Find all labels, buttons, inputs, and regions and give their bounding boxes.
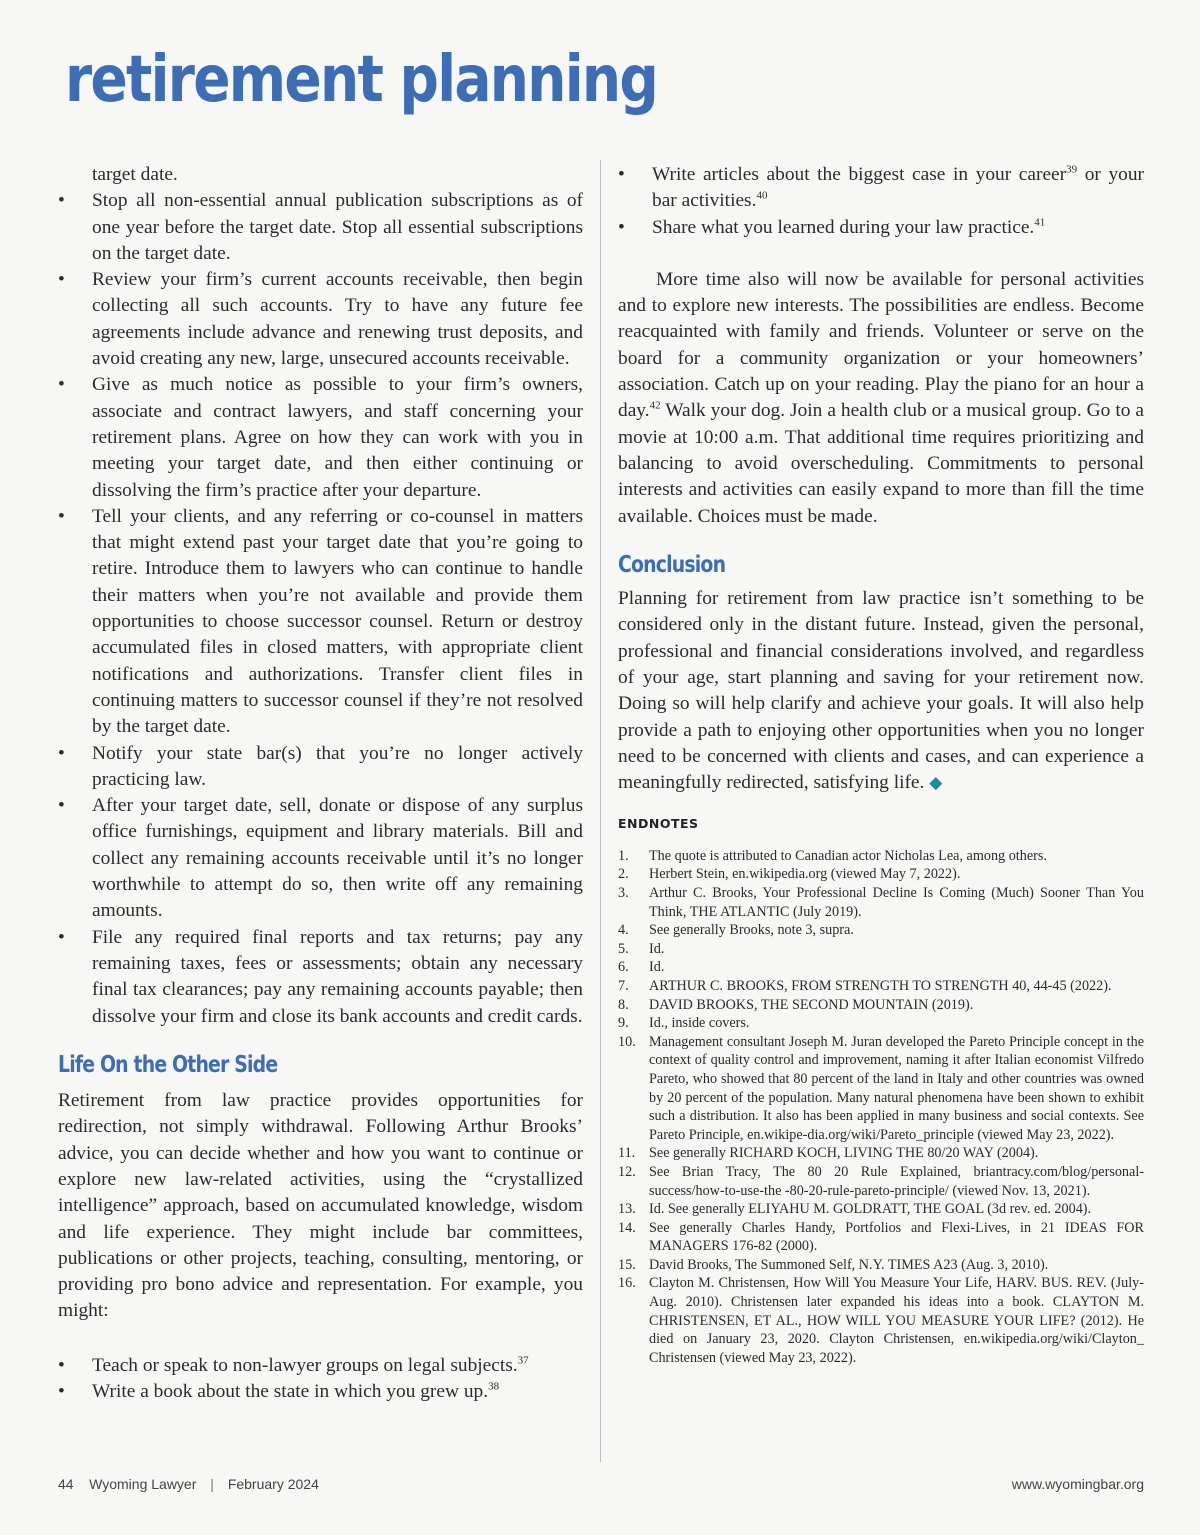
endnotes-heading: ENDNOTES (618, 815, 699, 831)
endnote-item (618, 1200, 1144, 1219)
bullet-item: • File any required final reports and tax returns; pay any remaining taxes, fees or assessments; obtain any necessary final tax clearances; pay any remaining accounts payable; then dissolve your firm and close its bank accounts and credit cards. (58, 925, 583, 1030)
section-paragraph: Retirement from law practice provides opportunities for redirection, not simply withdrawal. Following Arthur Brooks’ advice, you can decide whether and how you want to continue or explore new law-related activities, using the “crystallized intelligence” approach, based on accumulated knowledge, wisdom and life experience. They might include bar committees, publications or other projects, teaching, consulting, mentoring, or providing pro bono advice and representation. For example, you might: (58, 1090, 583, 1322)
left-column (58, 162, 583, 1405)
endnote-number: 11. (618, 1145, 636, 1162)
endnote-number: 10. (618, 1033, 636, 1050)
footer-left (58, 1476, 319, 1492)
endnote-text: Clayton M. Christensen, How Will You Measure Your Life, HARV. BUS. REV. (July-Aug. 2010). Christensen later expanded his ideas into a book. CLAYTON M. CHRISTENSEN, ET AL., HOW WILL YOU MEASURE YOUR LIFE? (2012). He died on January 23, 2020. Clayton Christensen, en.wikipedia.org/wiki/Clayton_ Christensen (viewed May 23, 2022). (649, 1275, 1144, 1366)
column-divider (600, 160, 601, 1462)
right-bullets (618, 162, 1144, 241)
continued-bullet-text: target date. (92, 164, 178, 185)
endnote-number: 5. (618, 940, 629, 957)
website-link[interactable]: www.wyomingbar.org (1011, 1476, 1144, 1492)
bullet-item (618, 215, 1144, 241)
right-column (618, 162, 1144, 1367)
bullet-item: • Give as much notice as possible to your firm’s owners, associate and contract lawyers, and staff concerning your retirement plans. Agree on how they can work with you in meeting your target date, and then either continuing or dissolving the firm’s practice after your departure. (58, 372, 583, 503)
endnote-number: 7. (618, 977, 629, 994)
issue-date: February 2024 (227, 1476, 319, 1492)
endnote-item (618, 847, 1144, 866)
endnote-number: 1. (618, 847, 629, 864)
footer-separator: | (210, 1476, 214, 1492)
endnote-item (618, 940, 1144, 959)
endnote-text: The quote is attributed to Canadian actor Nicholas Lea, among others. (649, 847, 1047, 864)
footnote-ref: 38 (488, 1380, 500, 1393)
page-header-title: retirement planning (65, 43, 658, 117)
endnote-number: 3. (618, 885, 629, 902)
bullet-item: • Notify your state bar(s) that you’re no longer actively practicing law. (58, 741, 583, 794)
endnote-number: 2. (618, 866, 629, 883)
paragraph-text: Walk your dog. Join a health club or a musical group. Go to a movie at 10:00 a.m. That additional time requires prioritizing and balancing to avoid overscheduling. Commitments to personal interests and activities can easily expand to more than fill the time available. Choices must be made. (618, 400, 1144, 527)
endnote-item (618, 884, 1144, 921)
example-bullets (58, 1353, 583, 1406)
footnote-ref: 37 (517, 1354, 529, 1367)
endnote-item (618, 865, 1144, 884)
endnote-text: See generally RICHARD KOCH, LIVING THE 80/20 WAY (2004). (649, 1145, 1039, 1162)
bullet-item: • After your target date, sell, donate or dispose of any surplus office furnishings, equipment and library materials. Bill and collect any remaining accounts receivable until it’s no longer worthwhile to attempt do so, then write off any remaining amounts. (58, 793, 583, 924)
end-mark-icon: ◆ (929, 773, 943, 793)
endnote-number: 8. (618, 996, 629, 1013)
endnote-item (618, 977, 1144, 996)
endnote-text: Id. See generally ELIYAHU M. GOLDRATT, THE GOAL (3d rev. ed. 2004). (649, 1201, 1092, 1218)
conclusion-paragraph (618, 586, 1144, 796)
endnote-item (618, 1256, 1144, 1275)
paragraph-text: Planning for retirement from law practice isn’t something to be considered only in the distant future. Instead, given the personal, professional and financial considerations involved, and regardless of your age, start planning and saving for your retirement now. Doing so will help clarify and achieve your goals. It will also help provide a path to enjoying other opportunities when you no longer need to be concerned with clients and cases, and can experience a meaningfully redirected, satisfying life. (618, 588, 1144, 794)
endnote-text: See generally Charles Handy, Portfolios and Flexi-Lives, in 21 IDEAS FOR MANAGERS 176-82 (2000). (649, 1219, 1144, 1255)
bullet-item (618, 162, 1144, 215)
endnote-number: 12. (618, 1163, 636, 1180)
section-heading-life-other-side: Life On the Other Side (58, 1051, 278, 1078)
example-item (58, 1379, 583, 1405)
endnote-item (618, 958, 1144, 977)
bullet-text: Write articles about the biggest case in your career (652, 164, 1067, 185)
bullet-item: • Review your firm’s current accounts receivable, then begin collecting all such accounts. Try to have any future fee agreements include advance and renewing trust deposits, and avoid creating any new, large, unsecured accounts receivable. (58, 267, 583, 372)
endnote-number: 16. (618, 1275, 636, 1292)
endnote-item (618, 921, 1144, 940)
bullet-text: Share what you learned during your law practice. (652, 216, 1035, 238)
checklist-bullets (58, 188, 583, 1030)
section-heading-conclusion: Conclusion (618, 551, 726, 578)
endnote-item (618, 1014, 1144, 1033)
endnote-number: 15. (618, 1256, 636, 1273)
endnote-text: Arthur C. Brooks, Your Professional Decline Is Coming (Much) Sooner Than You Think, THE ATLANTIC (July 2019). (649, 885, 1144, 920)
endnote-number: 4. (618, 922, 629, 939)
footnote-ref: 42 (649, 399, 661, 412)
endnote-text: ARTHUR C. BROOKS, FROM STRENGTH TO STRENGTH 40, 44-45 (2022). (649, 977, 1112, 994)
endnote-text: See Brian Tracy, The 80 20 Rule Explained, briantracy.com/blog/personal-success/how-to-use-the -80-20-rule-pareto-principle/ (viewed Nov. 13, 2021). (649, 1163, 1144, 1199)
bullet-item: • Tell your clients, and any referring or co-counsel in matters that might extend past your target date that you’re going to retire. Introduce them to lawyers who can continue to handle their matters when you’re not available and provide them opportunities to choose successor counsel. Return or destroy accumulated files in closed matters, with appropriate client notifications and authorizations. Transfer client files in continuing matters to successor counsel if they’re not resolved by the target date. (58, 504, 583, 741)
endnote-text: Id., inside covers. (649, 1015, 750, 1032)
endnote-number: 6. (618, 959, 629, 976)
example-text: Write a book about the state in which you grew up. (92, 1381, 489, 1403)
endnote-item (618, 1219, 1144, 1256)
free-time-paragraph (618, 267, 1144, 530)
endnote-number: 14. (618, 1219, 636, 1236)
endnote-text: Herbert Stein, en.wikipedia.org (viewed May 7, 2022). (649, 866, 961, 883)
footnote-ref: 41 (1034, 216, 1046, 229)
magazine-name: Wyoming Lawyer (89, 1476, 197, 1492)
endnote-item (618, 1033, 1144, 1145)
endnote-text: David Brooks, The Summoned Self, N.Y. TIMES A23 (Aug. 3, 2010). (649, 1256, 1049, 1273)
example-text: Teach or speak to non-lawyer groups on legal subjects. (92, 1354, 518, 1376)
endnote-text: Management consultant Joseph M. Juran developed the Pareto Principle concept in the context of quality control and improvement, naming it after Italian economist Vilfredo Pareto, who showed that 80 percent of the land in Italy and other countries was owned by 20 percent of the population. Many natural phenomena have been shown to exhibit such a distribution. It also has been applied in many business and social contexts. See Pareto Principle, en.wikipe-dia.org/wiki/Pareto_principle (viewed May 23, 2022). (649, 1033, 1144, 1143)
footnote-ref: 39 (1066, 163, 1078, 176)
endnote-item (618, 996, 1144, 1015)
bullet-item: • Stop all non-essential annual publication subscriptions as of one year before the target date. Stop all essential subscriptions on the target date. (58, 188, 583, 267)
endnote-item (618, 1163, 1144, 1200)
endnote-item (618, 1274, 1144, 1367)
endnote-item (618, 1144, 1144, 1163)
example-item (58, 1353, 583, 1379)
endnotes-list (618, 847, 1144, 1368)
endnote-text: Id. (649, 940, 665, 957)
endnote-text: Id. (649, 959, 665, 976)
paragraph-text: More time also will now be available for personal activities and to explore new interests. The possibilities are endless. Become reacquainted with family and friends. Volunteer or serve on the board for a community organization or your homeowners’ association. Catch up on your reading. Play the piano for an hour a day. (618, 268, 1144, 422)
endnote-number: 13. (618, 1201, 636, 1218)
bullet-text: or your bar activities. (652, 164, 1144, 212)
page-number: 44 (58, 1476, 74, 1492)
footnote-ref: 40 (756, 189, 768, 202)
endnote-text: See generally Brooks, note 3, supra. (649, 922, 854, 939)
endnote-number: 9. (618, 1015, 629, 1032)
endnote-text: DAVID BROOKS, THE SECOND MOUNTAIN (2019). (649, 996, 974, 1013)
